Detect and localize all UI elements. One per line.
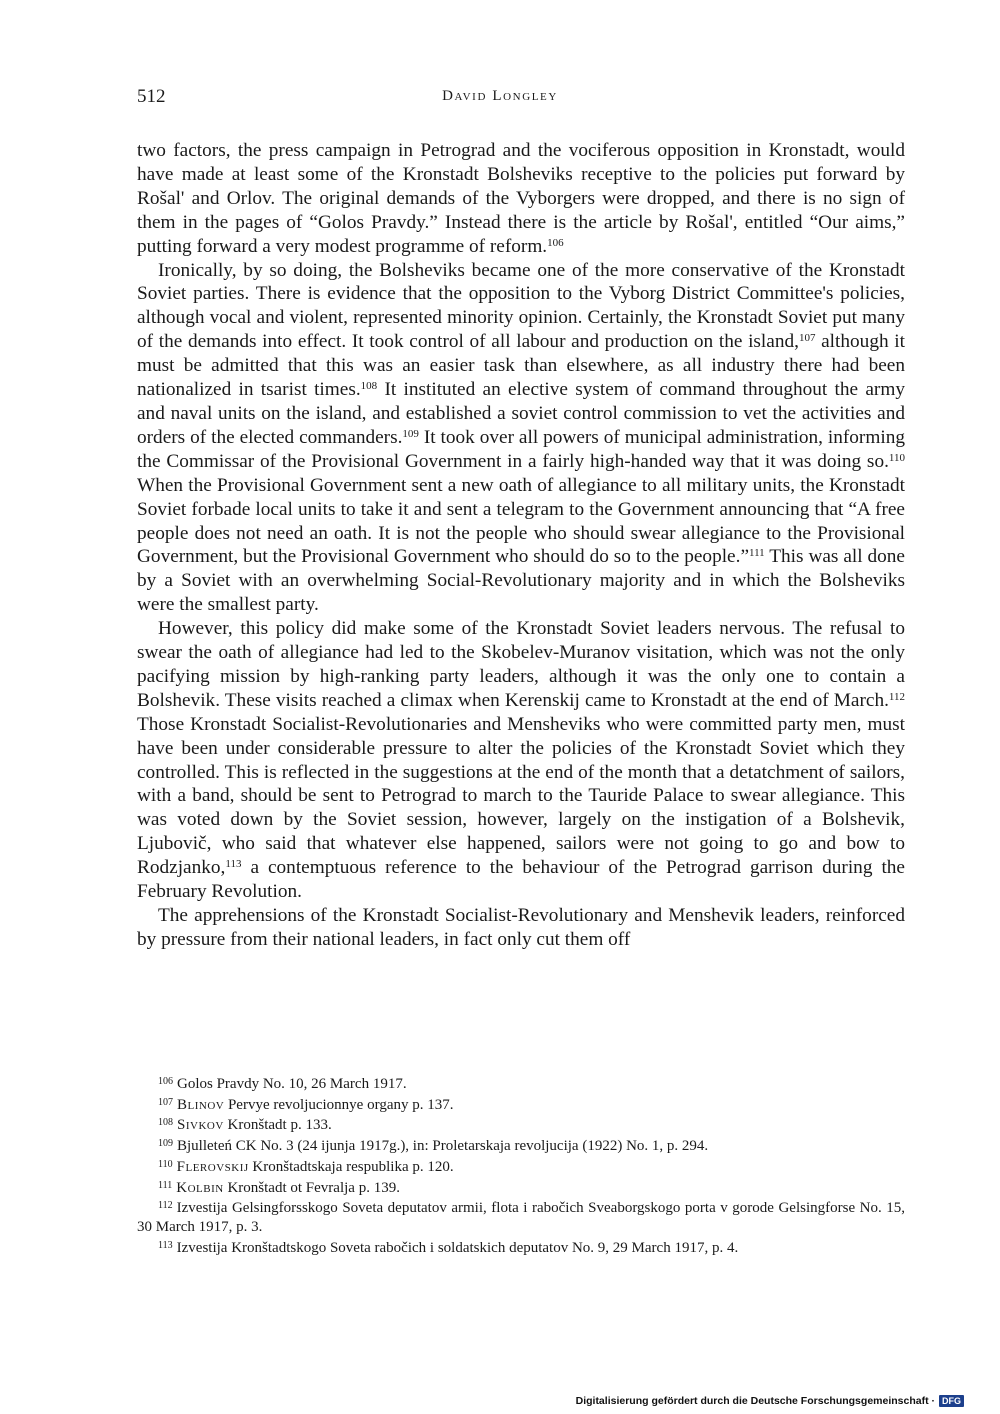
running-head: David Longley (442, 88, 558, 104)
footnote-item: $^{113}$ Izvestija Kronštadtskogo Soveta rabočich i soldatskich deputatov No. 9, 29 March 1917, p. 4. (158, 1239, 739, 1256)
footnote-item: $^{112}$ Izvestija Gelsingforsskogo Soveta deputatov armii, flota i rabočich Sveaborgskogo porta v gorode Gelsingforse No. 15, 30 March 1917, p. 3. (137, 1200, 905, 1235)
page-number: 512 (137, 86, 166, 107)
footnote-ref: 107 (798, 332, 816, 345)
credit-text: Digitalisierung gefördert durch die Deutsche Forschungsgemeinschaft · (575, 1395, 935, 1407)
footnote-ref: 108 (360, 380, 378, 393)
footnote-item: $^{109}$ Bjulleteń CK No. 3 (24 ijunja 1917g.), in: Proletarskaja revoljucija (1922) No. 1, p. 294. (158, 1138, 709, 1155)
footnote-ref: 110 (888, 451, 905, 464)
body-text (137, 139, 905, 952)
footnote-item: $^{111}$ Kolbin Kronštadt ot Fevralja p. 139. (158, 1179, 400, 1196)
footnote-ref: 112 (888, 690, 905, 703)
footnote-ref: 111 (749, 547, 765, 560)
footnote-ref: 113 (225, 858, 242, 871)
paragraph-4: The apprehensions of the Kronstadt Socialist-Revolutionary and Menshevik leaders, reinforced by pressure from their national leaders, in fact only cut them off (137, 905, 905, 950)
paragraph-2: Ironically, by so doing, the Bolsheviks became one of the more conservative of the Kronstadt Soviet parties. There is evidence that the opposition to the Vyborg District Committee's policies, although vocal and violent, represented minority opinion. Certainly, the Kronstadt Soviet put many of the demands into effect. It took control of all labour and production on the island,$^{107}$ although it must be admitted that this was an easier task than elsewhere, as all industry there had been nationalized in tsarist times.$^{108}$ It instituted an elective system of command throughout the army and naval units on the island, and established a soviet control commission to vet the activities and orders of the elected commanders.$^{109}$ It took over all powers of municipal administration, informing the Commissar of the Provisional Government in a fairly high-handed way that it was doing so.$^{110}$ When the Provisional Government sent a new oath of allegiance to all military units, the Kronstadt Soviet forbade local units to take it and sent a telegram to the Government announcing that “A free people does not need an oath. It is not the people who should swear allegiance to the Provisional Government, but the Provisional Government who should do so to the people.”$^{111}$ This was all done by a Soviet with an overwhelming Social-Revolutionary majority and in which the Bolsheviks were the smallest party. (137, 259, 905, 616)
footnote-item: $^{107}$ Blinov Pervye revoljucionnye organy p. 137. (158, 1096, 454, 1113)
paragraph-3: However, this policy did make some of the Kronstadt Soviet leaders nervous. The refusal to swear the oath of allegiance had led to the Skobelev-Muranov visitation, which was not the only pacifying mission by high-ranking party leaders, although it was the only one to contain a Bolshevik. These visits reached a climax when Kerenskij came to Kronstadt at the end of March.$^{112}$ Those Kronstadt Socialist-Revolutionaries and Mensheviks who were committed party men, must have been under considerable pressure to alter the policies of the Kronstadt Soviet which they controlled. This is reflected in the suggestions at the end of the month that a detatchment of sailors, with a band, should be sent to Petrograd to march to the Tauride Palace to swear allegiance. This was voted down by the Soviet session, however, largely on the instigation of a Bolshevik, Ljubovič, who said that whatever else happened, sailors were not going to go and bow to Rodzjanko,$^{113}$ a contemptuous reference to the behaviour of the Petrograd garrison during the February Revolution. (137, 618, 905, 903)
footnotes (137, 1073, 905, 1257)
footnote-item: $^{106}$ Golos Pravdy No. 10, 26 March 1917. (158, 1076, 407, 1092)
footnote-ref: 109 (402, 427, 419, 440)
dfg-logo-icon: DFG (939, 1395, 964, 1407)
paragraph-1: two factors, the press campaign in Petrograd and the vociferous opposition in Kronstadt, would have made at least some of the Kronstadt Bolsheviks receptive to the policies put forward by Rošal' and Orlov. The original demands of the Vyborgers were dropped, and there is no sign of them in the pages of “Golos Pravdy.” Instead there is the article by Rošal', entitled “Our aims,” putting forward a very modest programme of reform.$^{106}$ (137, 140, 905, 257)
footnote-item: $^{110}$ Flerovskij Kronštadtskaja respublika p. 120. (158, 1158, 454, 1175)
digitization-credit (576, 1395, 964, 1407)
footnote-ref: 106 (547, 236, 564, 249)
footnote-item: $^{108}$ Sivkov Kronštadt p. 133. (158, 1117, 332, 1134)
